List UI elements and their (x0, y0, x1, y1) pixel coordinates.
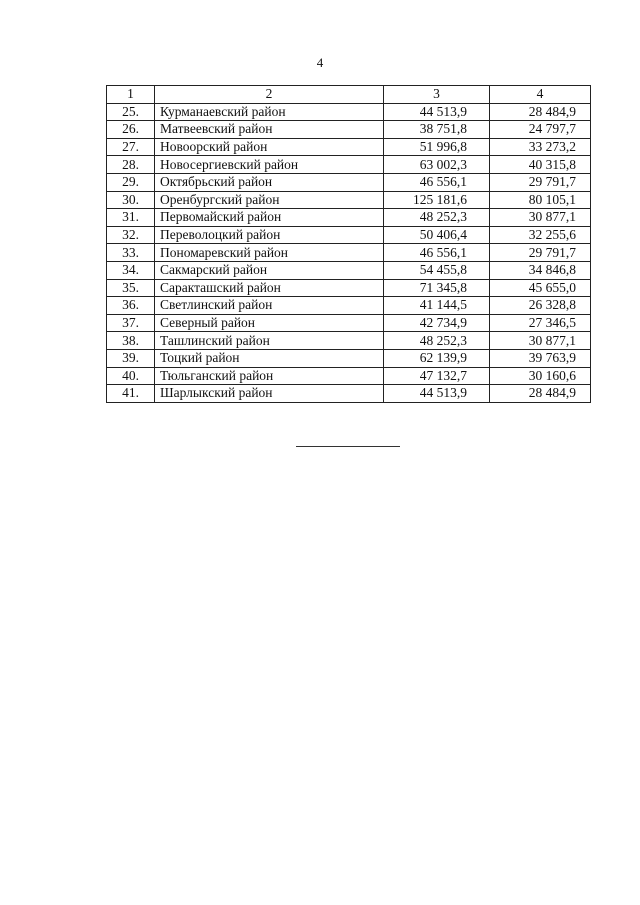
value-column-4-cell: 28 484,9 (490, 103, 591, 121)
table-row (107, 156, 591, 174)
row-number-cell: 27. (107, 138, 155, 156)
table-row (107, 261, 591, 279)
value-column-4-cell: 30 160,6 (490, 367, 591, 385)
value-column-3-cell: 48 252,3 (384, 209, 490, 227)
table-row (107, 332, 591, 350)
end-rule-divider (296, 446, 400, 447)
value-column-3-cell: 46 556,1 (384, 244, 490, 262)
column-header-3: 3 (384, 86, 490, 104)
value-column-4-cell: 30 877,1 (490, 209, 591, 227)
value-column-3-cell: 63 002,3 (384, 156, 490, 174)
district-name-cell: Оренбургский район (155, 191, 384, 209)
district-name-cell: Саракташский район (155, 279, 384, 297)
district-name-cell: Сакмарский район (155, 261, 384, 279)
value-column-4-cell: 45 655,0 (490, 279, 591, 297)
row-number-cell: 33. (107, 244, 155, 262)
district-name-cell: Курманаевский район (155, 103, 384, 121)
value-column-3-cell: 62 139,9 (384, 349, 490, 367)
value-column-3-cell: 42 734,9 (384, 314, 490, 332)
district-name-cell: Первомайский район (155, 209, 384, 227)
table-row (107, 226, 591, 244)
table-row (107, 138, 591, 156)
column-header-1: 1 (107, 86, 155, 104)
district-name-cell: Ташлинский район (155, 332, 384, 350)
value-column-3-cell: 71 345,8 (384, 279, 490, 297)
table-row (107, 367, 591, 385)
row-number-cell: 36. (107, 297, 155, 315)
row-number-cell: 38. (107, 332, 155, 350)
value-column-3-cell: 125 181,6 (384, 191, 490, 209)
district-name-cell: Пономаревский район (155, 244, 384, 262)
column-header-2: 2 (155, 86, 384, 104)
row-number-cell: 37. (107, 314, 155, 332)
value-column-3-cell: 47 132,7 (384, 367, 490, 385)
table-row (107, 191, 591, 209)
value-column-4-cell: 80 105,1 (490, 191, 591, 209)
value-column-4-cell: 33 273,2 (490, 138, 591, 156)
district-name-cell: Тоцкий район (155, 349, 384, 367)
district-name-cell: Северный район (155, 314, 384, 332)
value-column-3-cell: 54 455,8 (384, 261, 490, 279)
district-name-cell: Матвеевский район (155, 121, 384, 139)
district-name-cell: Новоорский район (155, 138, 384, 156)
value-column-4-cell: 29 791,7 (490, 244, 591, 262)
value-column-4-cell: 30 877,1 (490, 332, 591, 350)
value-column-3-cell: 51 996,8 (384, 138, 490, 156)
value-column-4-cell: 27 346,5 (490, 314, 591, 332)
row-number-cell: 31. (107, 209, 155, 227)
value-column-4-cell: 26 328,8 (490, 297, 591, 315)
row-number-cell: 25. (107, 103, 155, 121)
district-name-cell: Шарлыкский район (155, 385, 384, 403)
value-column-4-cell: 29 791,7 (490, 173, 591, 191)
district-name-cell: Светлинский район (155, 297, 384, 315)
value-column-4-cell: 34 846,8 (490, 261, 591, 279)
row-number-cell: 30. (107, 191, 155, 209)
district-table (106, 85, 591, 403)
value-column-4-cell: 32 255,6 (490, 226, 591, 244)
table-body (107, 103, 591, 402)
table-row (107, 209, 591, 227)
table-row (107, 244, 591, 262)
table-row (107, 103, 591, 121)
table-row (107, 279, 591, 297)
value-column-3-cell: 46 556,1 (384, 173, 490, 191)
value-column-3-cell: 44 513,9 (384, 103, 490, 121)
table-row (107, 349, 591, 367)
row-number-cell: 40. (107, 367, 155, 385)
district-name-cell: Тюльганский район (155, 367, 384, 385)
value-column-4-cell: 24 797,7 (490, 121, 591, 139)
value-column-3-cell: 41 144,5 (384, 297, 490, 315)
value-column-4-cell: 28 484,9 (490, 385, 591, 403)
value-column-4-cell: 39 763,9 (490, 349, 591, 367)
row-number-cell: 34. (107, 261, 155, 279)
row-number-cell: 35. (107, 279, 155, 297)
row-number-cell: 29. (107, 173, 155, 191)
row-number-cell: 28. (107, 156, 155, 174)
district-name-cell: Новосергиевский район (155, 156, 384, 174)
value-column-3-cell: 38 751,8 (384, 121, 490, 139)
table-row (107, 121, 591, 139)
page-number: 4 (316, 55, 324, 70)
row-number-cell: 32. (107, 226, 155, 244)
district-name-cell: Переволоцкий район (155, 226, 384, 244)
table-row (107, 314, 591, 332)
value-column-4-cell: 40 315,8 (490, 156, 591, 174)
value-column-3-cell: 48 252,3 (384, 332, 490, 350)
table-row (107, 173, 591, 191)
row-number-cell: 26. (107, 121, 155, 139)
district-name-cell: Октябрьский район (155, 173, 384, 191)
value-column-3-cell: 50 406,4 (384, 226, 490, 244)
table-row (107, 297, 591, 315)
row-number-cell: 39. (107, 349, 155, 367)
value-column-3-cell: 44 513,9 (384, 385, 490, 403)
table-header-row (107, 86, 591, 104)
row-number-cell: 41. (107, 385, 155, 403)
column-header-4: 4 (490, 86, 591, 104)
table-row (107, 385, 591, 403)
